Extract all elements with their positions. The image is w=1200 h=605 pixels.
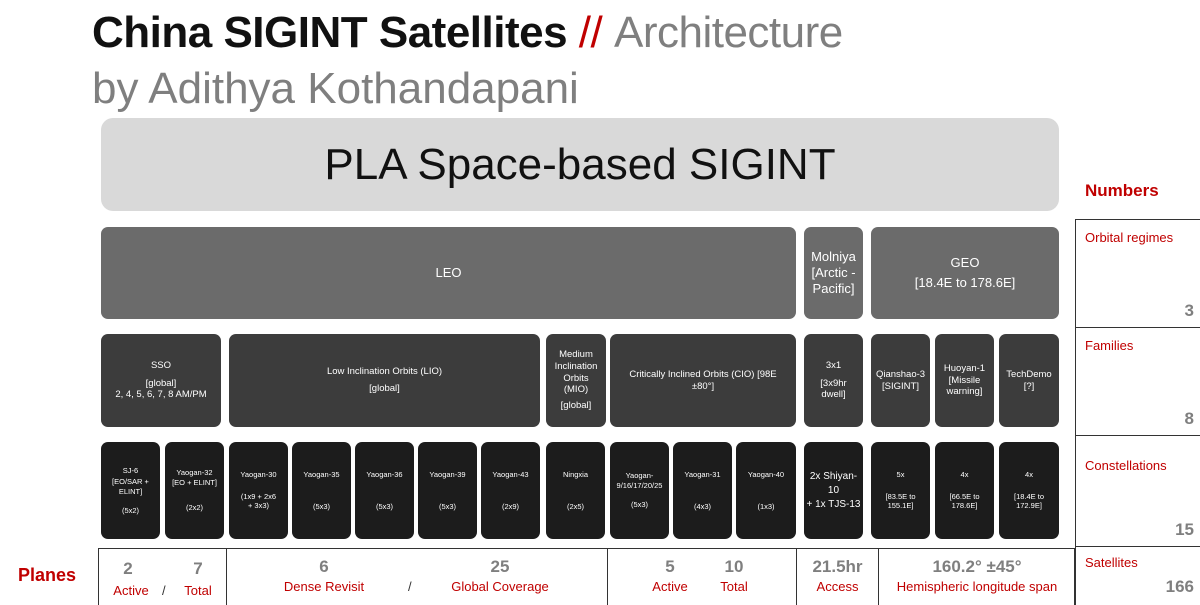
constellation-yaogan40-config: (1x3) xyxy=(757,501,775,511)
planes-cio-total-label: Total xyxy=(720,579,748,594)
family-lio-line1: Low Inclination Orbits (LIO) xyxy=(326,366,443,378)
numbers-satellites-label: Satellites xyxy=(1085,555,1138,570)
family-mio-line3: Orbits xyxy=(563,372,589,384)
planes-lio-global-value: 25 xyxy=(490,557,510,576)
numbers-satellites xyxy=(1075,546,1200,605)
numbers-orbital-regimes xyxy=(1075,219,1200,327)
family-sso-line3: 2, 4, 5, 6, 7, 8 AM/PM xyxy=(115,389,207,401)
planes-lio-dense-label: Dense Revisit xyxy=(283,579,365,594)
numbers-orbital-regimes-label: Orbital regimes xyxy=(1085,230,1174,245)
family-mio-line1: Medium xyxy=(559,348,593,360)
constellation-yaogan39-name: Yaogan-39 xyxy=(429,470,466,480)
regime-molniya-line2: [Arctic - xyxy=(811,264,856,280)
constellation-huoyan xyxy=(935,442,994,539)
constellation-yaogan-multi-name: Yaogan- 9/16/17/20/25 xyxy=(616,471,663,490)
constellation-yaogan31-name: Yaogan-31 xyxy=(684,470,721,480)
family-cio xyxy=(610,334,796,427)
numbers-families-label: Families xyxy=(1085,338,1134,353)
planes-cio-active-label: Active xyxy=(652,579,688,594)
planes-molniya-value: 21.5hr xyxy=(812,557,863,576)
family-huoyan-line3: warning] xyxy=(946,386,983,398)
constellation-qianshao-name: 5x xyxy=(896,470,905,480)
planes-lio-global-label: Global Coverage xyxy=(451,579,549,594)
numbers-satellites-value: 166 xyxy=(1165,577,1194,596)
constellation-ningxia xyxy=(546,442,605,539)
planes-sso-active-value: 2 xyxy=(123,559,133,578)
family-lio-line2: [global] xyxy=(369,383,400,394)
family-huoyan-line2: [Missile xyxy=(948,374,981,386)
planes-cio-active-value: 5 xyxy=(665,557,675,576)
title-main: China SIGINT Satellites xyxy=(92,8,568,57)
title-subtitle: Architecture xyxy=(613,8,843,57)
constellation-yaogan40-name: Yaogan-40 xyxy=(747,470,785,480)
family-cio-line1: Critically Inclined Orbits (CIO) [98E xyxy=(629,368,777,380)
family-lio xyxy=(229,334,540,427)
family-mio-line4: (MIO) xyxy=(563,384,589,396)
constellation-yaogan35-name: Yaogan-35 xyxy=(303,470,340,480)
byline: by Adithya Kothandapani xyxy=(92,64,579,113)
planes-geo-value: 160.2° ±45° xyxy=(932,557,1022,576)
planes-lio-slash: / xyxy=(408,579,412,594)
constellation-yaogan43-config: (2x9) xyxy=(501,501,520,511)
constellation-yaogan36 xyxy=(355,442,414,539)
planes-sso-total-label: Total xyxy=(184,583,212,598)
constellation-yaogan30-name: Yaogan-30 xyxy=(240,470,277,480)
regime-leo xyxy=(101,227,796,319)
regime-geo xyxy=(871,227,1059,319)
planes-divider-sso xyxy=(226,548,227,605)
numbers-families-value: 8 xyxy=(1184,409,1194,428)
constellation-techdemo xyxy=(999,442,1059,539)
family-molniya-line1: 3x1 xyxy=(825,359,842,371)
family-mio xyxy=(546,334,606,427)
constellation-yaogan39 xyxy=(418,442,477,539)
title-separator: // xyxy=(578,8,603,57)
constellation-yaogan36-config: (5x3) xyxy=(375,501,394,511)
numbers-orbital-regimes-value: 3 xyxy=(1184,301,1194,320)
constellation-shiyan xyxy=(804,442,863,539)
numbers-constellations-value: 15 xyxy=(1175,520,1194,539)
constellation-ningxia-name: Ningxia xyxy=(562,470,588,480)
constellation-yaogan31-config: (4x3) xyxy=(693,501,712,511)
family-molniya xyxy=(804,334,863,427)
regime-molniya xyxy=(804,227,863,319)
constellation-qianshao xyxy=(871,442,930,539)
constellation-huoyan-detail: [66.5E to 178.6E] xyxy=(949,491,980,511)
constellation-yaogan43 xyxy=(481,442,540,539)
family-huoyan-line1: Huoyan-1 xyxy=(943,362,986,374)
constellation-yaogan43-name: Yaogan-43 xyxy=(492,470,529,480)
family-sso-line2: [global] xyxy=(145,377,177,389)
family-cio-line2: ±80°] xyxy=(691,380,715,392)
constellation-yaogan-multi-config: (5x3) xyxy=(630,500,649,510)
constellation-techdemo-detail: [18.4E to 172.9E] xyxy=(1013,491,1045,511)
planes-geo-label: Hemispheric longitude span xyxy=(896,579,1058,594)
banner: PLA Space-based SIGINT xyxy=(101,118,1059,211)
numbers-families xyxy=(1075,327,1200,435)
regime-molniya-line3: Pacific] xyxy=(812,281,855,297)
constellation-yaogan39-config: (5x3) xyxy=(438,501,457,511)
constellation-qianshao-detail: [83.5E to 155.1E] xyxy=(885,491,916,511)
constellation-yaogan35 xyxy=(292,442,351,539)
constellation-yaogan35-config: (5x3) xyxy=(312,501,331,511)
family-sso xyxy=(101,334,221,427)
constellation-yaogan-multi xyxy=(610,442,669,539)
numbers-constellations xyxy=(1075,435,1200,546)
constellation-sj6 xyxy=(101,442,160,539)
constellation-yaogan31 xyxy=(673,442,732,539)
family-mio-line5: [global] xyxy=(560,400,592,412)
constellation-yaogan32-config: (2x2) xyxy=(185,503,204,513)
planes-divider-lio xyxy=(607,548,608,605)
planes-molniya-label: Access xyxy=(816,579,859,594)
constellation-shiyan-name: 2x Shiyan- 10 + 1x TJS-13 xyxy=(806,470,861,510)
planes-lio-dense-value: 6 xyxy=(319,557,329,576)
constellation-yaogan32-name: Yaogan-32 [EO + ELINT] xyxy=(172,468,217,487)
constellation-sj6-config: (5x2) xyxy=(121,505,140,515)
planes-sso-active-label: Active xyxy=(113,583,149,598)
family-techdemo xyxy=(999,334,1059,427)
constellation-sj6-name: SJ-6 xyxy=(122,465,139,475)
constellation-yaogan30 xyxy=(229,442,288,539)
regime-geo-line2: [18.4E to 178.6E] xyxy=(914,275,1016,290)
regime-molniya-line1: Molniya xyxy=(811,248,856,264)
family-huoyan xyxy=(935,334,994,427)
family-techdemo-line1: TechDemo xyxy=(1006,368,1052,380)
family-qianshao xyxy=(871,334,930,427)
family-molniya-line2: [3x9hr xyxy=(820,377,847,389)
constellation-ningxia-config: (2x5) xyxy=(566,501,585,511)
regime-leo-label: LEO xyxy=(435,264,462,280)
planes-cio-total-value: 10 xyxy=(724,557,744,576)
planes-sso-total-value: 7 xyxy=(193,559,203,578)
page-title xyxy=(92,8,843,58)
planes-sso-slash: / xyxy=(162,583,166,598)
constellation-huoyan-name: 4x xyxy=(960,470,969,480)
family-mio-line2: Inclination xyxy=(554,360,598,372)
family-qianshao-line1: Qianshao-3 xyxy=(875,368,926,380)
family-qianshao-line2: [SIGINT] xyxy=(882,380,919,392)
family-techdemo-line2: [?] xyxy=(1023,380,1035,392)
planes-label: Planes xyxy=(18,565,77,585)
constellation-yaogan36-name: Yaogan-36 xyxy=(366,470,403,480)
family-molniya-line3: dwell] xyxy=(821,389,846,401)
constellation-yaogan30-config: (1x9 + 2x6 + 3x3) xyxy=(240,491,277,511)
family-sso-line1: SSO xyxy=(150,359,172,371)
constellation-techdemo-name: 4x xyxy=(1025,470,1033,480)
numbers-header: Numbers xyxy=(1085,181,1159,200)
regime-geo-line1: GEO xyxy=(950,254,980,270)
numbers-constellations-label: Constellations xyxy=(1085,458,1167,473)
constellation-sj6-detail: [EO/SAR + ELINT] xyxy=(112,477,149,496)
constellation-yaogan40 xyxy=(736,442,796,539)
constellation-yaogan32 xyxy=(165,442,224,539)
